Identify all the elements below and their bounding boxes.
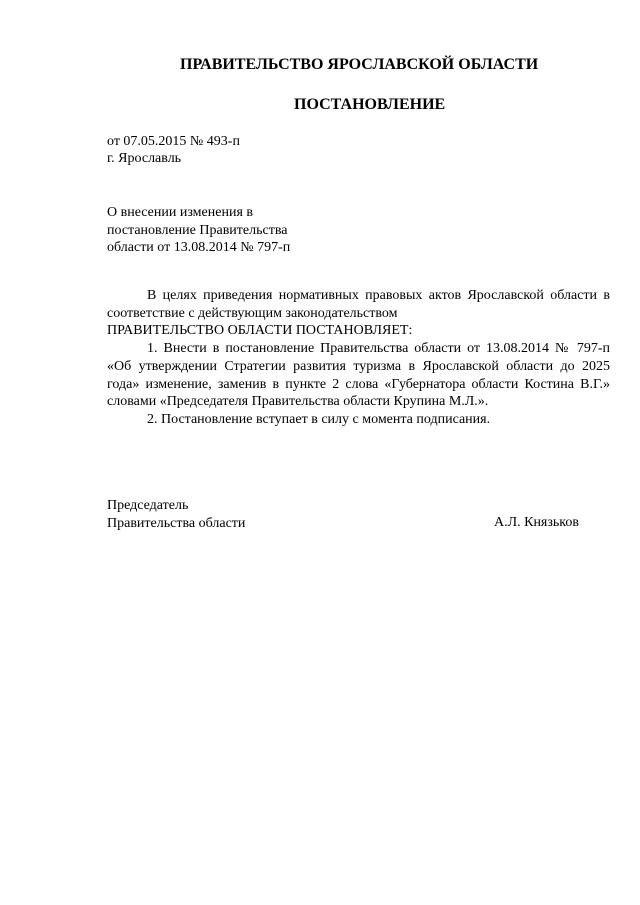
document-subject bbox=[107, 204, 327, 257]
resolves-line: ПРАВИТЕЛЬСТВО ОБЛАСТИ ПОСТАНОВЛЯЕТ: bbox=[107, 323, 413, 339]
subject-line: О внесении изменения в bbox=[107, 205, 253, 220]
item-1-paragraph: 1. Внести в постановление Правительства области от 13.08.2014 № 797-п «Об утверждении Стратегии развития туризма в Ярославской области до 2025 года» изменение, заменив в пункте 2 слова «Губернатора области Костина В.Г.» словами «Председателя Правительства области Крупина М.Л.». bbox=[107, 341, 610, 410]
signatory-name: А.Л. Князьков bbox=[494, 515, 579, 530]
authority-title: ПРАВИТЕЛЬСТВО ЯРОСЛАВСКОЙ ОБЛАСТИ bbox=[180, 56, 539, 73]
document-body bbox=[107, 287, 610, 429]
city: г. Ярославль bbox=[107, 151, 182, 166]
subject-line: постановление Правительства bbox=[107, 222, 288, 238]
item-2-paragraph: 2. Постановление вступает в силу с момента подписания. bbox=[147, 411, 491, 427]
signatory-title-line: Правительства области bbox=[107, 515, 246, 531]
subject-line: области от 13.08.2014 № 797-п bbox=[107, 240, 291, 255]
signatory-title bbox=[107, 497, 245, 532]
preamble-paragraph: В целях приведения нормативных правовых актов Ярославской области в соответствие с действующим законодательством bbox=[107, 288, 610, 321]
date-number: от 07.05.2015 № 493-п bbox=[107, 134, 240, 149]
document-type-heading: ПОСТАНОВЛЕНИЕ bbox=[294, 96, 446, 113]
signatory-title-line: Председатель bbox=[107, 498, 189, 513]
